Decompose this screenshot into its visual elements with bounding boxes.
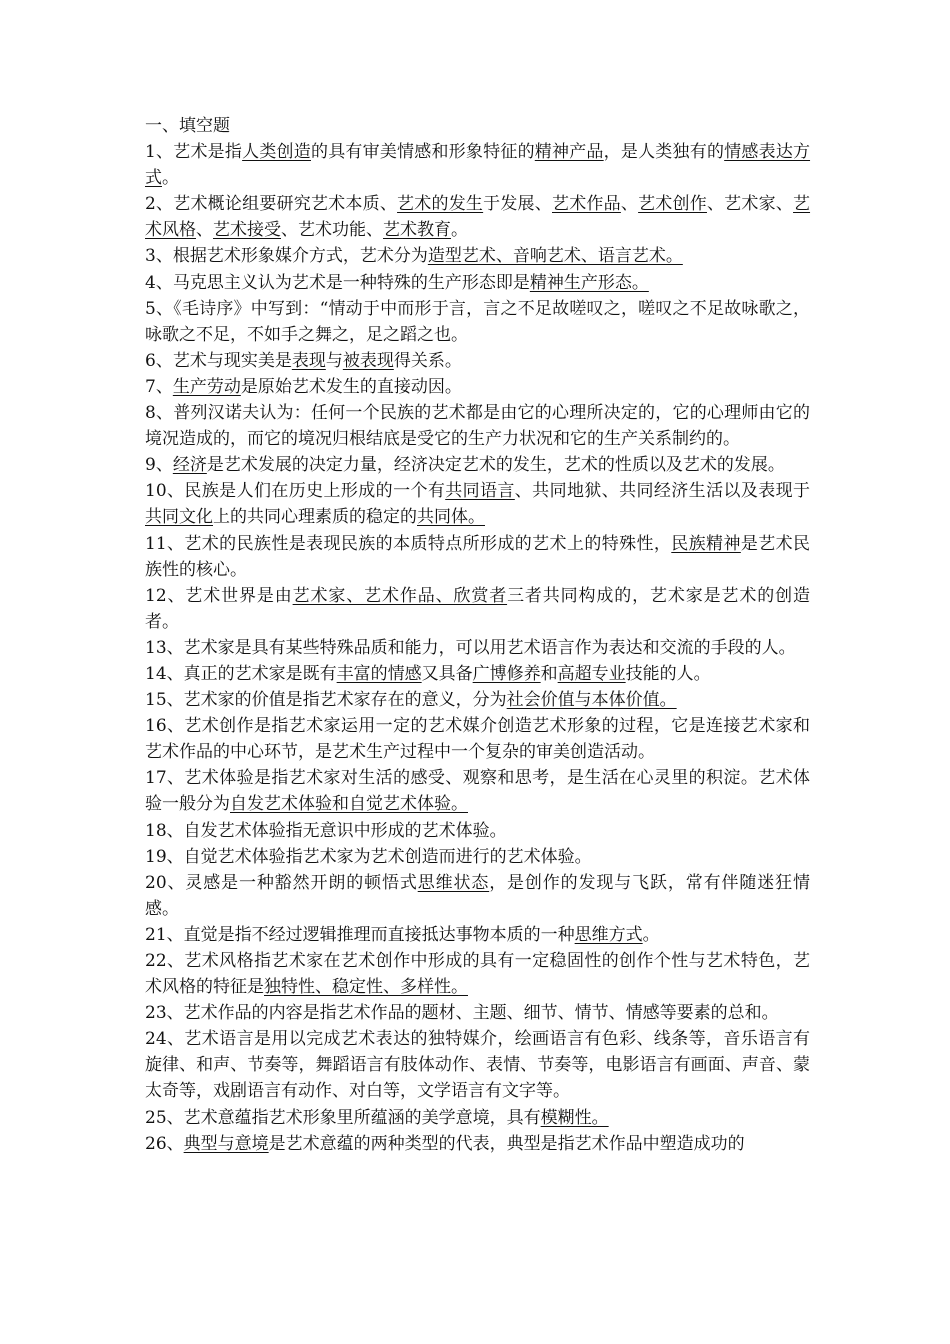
question-text: 得关系。 [393, 350, 462, 371]
answer-underlined: 经济 [172, 455, 207, 476]
question-text: 17、艺术体验是指艺术家对生活的感受、观察和思考，是生活在心灵里的积淀。艺术体验一般分为 [145, 768, 810, 815]
document-page [145, 113, 810, 1157]
question-text: 。 [451, 220, 468, 241]
question-item [145, 1105, 810, 1131]
answer-underlined: 精神生产形态。 [529, 272, 649, 293]
answer-underlined: 艺术家、艺术作品、欣赏者 [292, 585, 508, 606]
question-text: 、 [620, 194, 639, 215]
question-text: 又具备 [421, 663, 473, 684]
question-text: 、艺术功能、 [281, 220, 383, 241]
question-text: 9、 [145, 455, 173, 476]
answer-underlined: 精神产品 [534, 142, 604, 163]
answer-underlined: 独特性、稳定性、多样性。 [264, 977, 468, 998]
answer-underlined: 生产劳动 [172, 376, 241, 397]
question-text: 16、艺术创作是指艺术家运用一定的艺术媒介创造艺术形象的过程，它是连接艺术家和艺术作品的中心环节，是艺术生产过程中一个复杂的审美创造活动。 [145, 716, 810, 763]
question-item [145, 452, 810, 478]
answer-underlined: 丰富的情感 [336, 663, 422, 684]
question-text: 22、艺术风格指艺术家在艺术创作中形成的具有一定稳固性的创作个性与艺术特色，艺术风格的特征是 [145, 951, 810, 998]
question-text: 和 [540, 663, 558, 684]
answer-underlined: 模糊性。 [540, 1107, 609, 1128]
question-text: 的具有审美情感和形象特征的 [310, 142, 535, 163]
question-text: 与 [325, 350, 343, 371]
answer-underlined: 广博修养 [472, 663, 541, 684]
question-item [145, 765, 810, 817]
section-title: 一、填空题 [145, 116, 230, 136]
question-text: 11、艺术的民族性是表现民族的本质特点所形成的艺术上的特殊性， [145, 533, 672, 554]
answer-underlined: 共同文化 [145, 507, 213, 528]
question-text: 18、自发艺术体验指无意识中形成的艺术体验。 [145, 820, 507, 841]
question-text: 上的共同心理素质的稳定的 [213, 507, 417, 528]
question-item [145, 400, 810, 452]
question-item [145, 922, 810, 948]
question-text: 20、灵感是一种豁然开朗的顿悟式 [145, 872, 418, 893]
question-item [145, 348, 810, 374]
answer-underlined: 典型与意境 [183, 1133, 269, 1154]
question-text: 21、直觉是指不经过逻辑推理而直接抵达事物本质的一种 [145, 924, 575, 945]
question-text: 是艺术意蕴的两种类型的代表，典型是指艺术作品中塑造成功的 [268, 1133, 745, 1154]
question-item [145, 270, 810, 296]
answer-underlined: 思维方式 [574, 924, 643, 945]
question-text: ，是人类独有的 [603, 142, 725, 163]
answer-underlined: 人类创造 [242, 142, 311, 163]
answer-underlined: 自发艺术体验和自觉艺术体验。 [230, 794, 468, 815]
question-item [145, 687, 810, 713]
question-text: 。 [162, 168, 179, 189]
question-text: 24、艺术语言是用以完成艺术表达的独特媒介，绘画语言有色彩、线条等，音乐语言有旋律、和声、节奏等，舞蹈语言有肢体动作、表情、节奏等，电影语言有画面、声音、蒙太奇等，戏剧语言有动作、对白等，文学语言有文字等。 [145, 1029, 810, 1102]
answer-underlined: 思维状态 [417, 872, 490, 893]
answer-underlined: 造型艺术、音响艺术、语言艺术。 [427, 246, 683, 267]
question-text: 14、真正的艺术家是既有 [145, 663, 337, 684]
question-item [145, 139, 810, 191]
question-item [145, 661, 810, 687]
question-item [145, 478, 810, 530]
question-item [145, 583, 810, 635]
answer-underlined: 被表现 [342, 350, 394, 371]
question-text: 、艺术家、 [706, 194, 794, 215]
question-item [145, 948, 810, 1000]
question-text: 25、艺术意蕴指艺术形象里所蕴涵的美学意境，具有 [145, 1107, 541, 1128]
question-text: 15、艺术家的价值是指艺术家存在的意义，分为 [145, 690, 507, 711]
question-item [145, 844, 810, 870]
question-text: 、 [196, 220, 213, 241]
question-item [145, 531, 810, 583]
question-text: ，是创作的发现与飞跃，常有伴随迷狂情感。 [145, 872, 810, 919]
question-item [145, 635, 810, 661]
question-item [145, 818, 810, 844]
question-item [145, 870, 810, 922]
answer-underlined: 艺术的发生 [397, 194, 484, 215]
answer-underlined: 艺术作品 [552, 194, 621, 215]
question-text: 19、自觉艺术体验指艺术家为艺术创造而进行的艺术体验。 [145, 846, 592, 867]
answer-underlined: 共同语言 [445, 481, 515, 502]
question-text: 8、普列汉诺夫认为：任何一个民族的艺术都是由它的心理所决定的，它的心理师由它的境况造成的，而它的境况归根结底是受它的生产力状况和它的生产关系制约的。 [145, 403, 810, 450]
question-text: 3、根据艺术形象媒介方式，艺术分为 [145, 246, 428, 267]
answer-underlined: 高超专业 [557, 663, 626, 684]
question-item [145, 296, 810, 348]
question-item [145, 713, 810, 765]
question-text: 6、艺术与现实美是 [145, 350, 292, 371]
answer-underlined: 艺术创作 [638, 194, 707, 215]
question-item [145, 1026, 810, 1104]
question-text: 技能的人。 [625, 663, 711, 684]
question-text: 10、民族是人们在历史上形成的一个有 [145, 481, 446, 502]
question-item [145, 243, 810, 269]
question-item [145, 374, 810, 400]
answer-underlined: 表现 [291, 350, 326, 371]
question-text: 、共同地狱、共同经济生活以及表现于 [514, 481, 811, 502]
question-text: 5、《毛诗序》中写到：“情动于中而形于言，言之不足故嗟叹之，嗟叹之不足故咏歌之，咏歌之不足，不如手之舞之，足之蹈之也。 [145, 298, 810, 345]
question-text: 13、艺术家是具有某些特殊品质和能力，可以用艺术语言作为表达和交流的手段的人。 [145, 637, 796, 658]
question-text: 于发展、 [483, 194, 552, 215]
question-item [145, 1131, 810, 1157]
answer-underlined: 民族精神 [671, 533, 741, 554]
answer-underlined: 艺术教育 [383, 220, 451, 241]
question-item [145, 191, 810, 243]
answer-underlined: 共同体。 [417, 507, 485, 528]
question-text: 是艺术民族性的核心。 [145, 533, 811, 580]
question-text: 12、艺术世界是由 [145, 585, 293, 606]
answer-underlined: 艺术接受 [213, 220, 281, 241]
answer-underlined: 艺术风格 [145, 194, 811, 241]
answer-underlined: 情感表达方式 [145, 142, 811, 189]
answer-underlined: 社会价值与本体价值。 [506, 690, 677, 711]
question-text: 1、艺术是指 [145, 142, 243, 163]
question-item [145, 1000, 810, 1026]
question-text: 26、 [145, 1133, 184, 1154]
question-text: 三者共同构成的，艺术家是艺术的创造者。 [145, 585, 810, 632]
question-text: 7、 [145, 376, 173, 397]
question-text: 4、马克思主义认为艺术是一种特殊的生产形态即是 [145, 272, 530, 293]
question-text: 2、艺术概论组要研究艺术本质、 [145, 194, 398, 215]
question-text: 23、艺术作品的内容是指艺术作品的题材、主题、细节、情节、情感等要素的总和。 [145, 1003, 779, 1024]
fill-in-items-list [145, 139, 810, 1157]
question-text: 是艺术发展的决定力量，经济决定艺术的发生，艺术的性质以及艺术的发展。 [206, 455, 785, 476]
question-text: 是原始艺术发生的直接动因。 [240, 376, 462, 397]
question-text: 。 [642, 924, 660, 945]
